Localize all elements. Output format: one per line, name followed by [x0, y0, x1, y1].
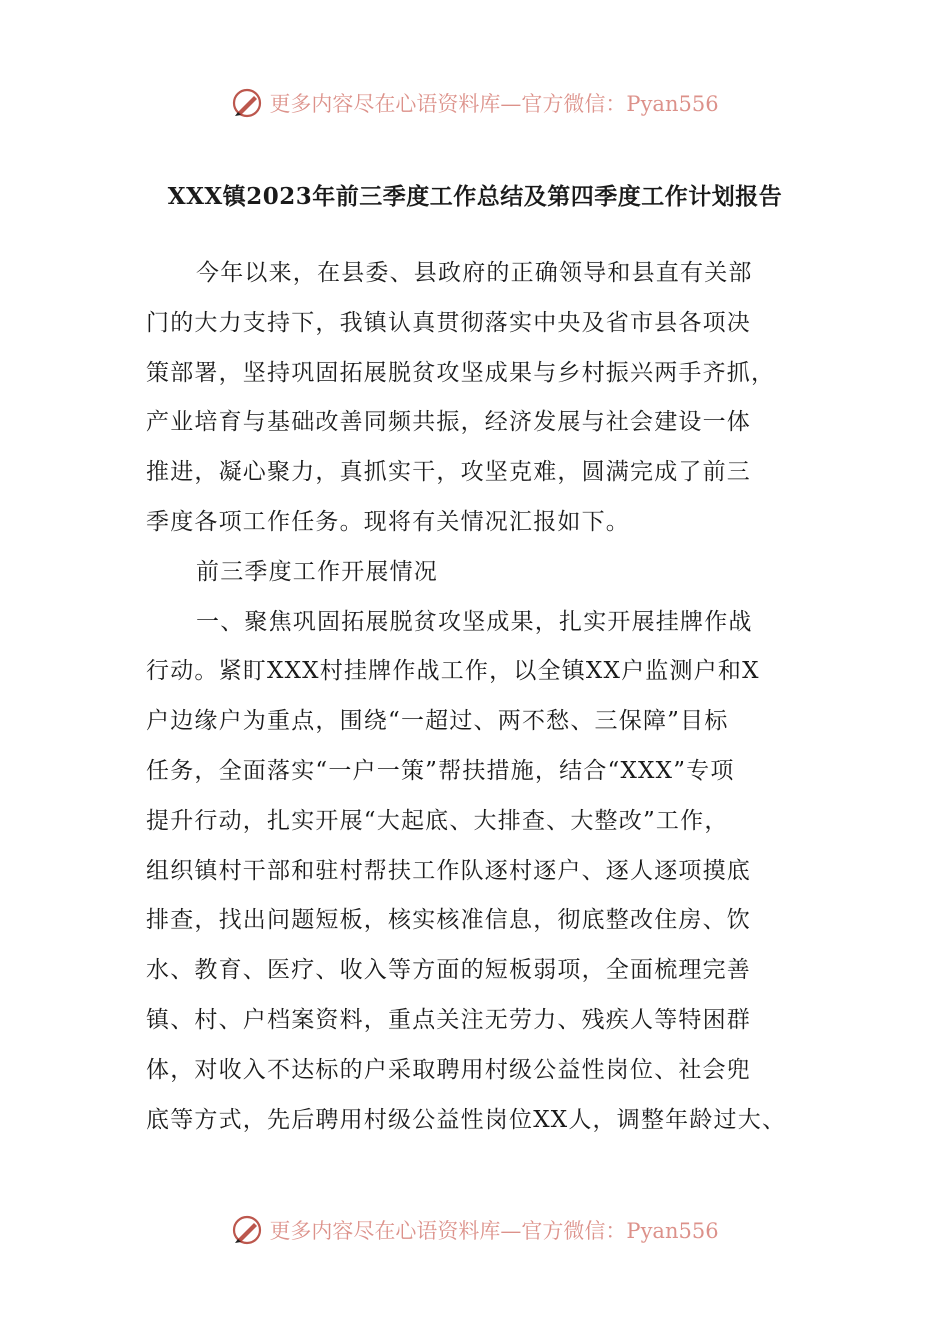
text-line: 策部署，坚持巩固拓展脱贫攻坚成果与乡村振兴两手齐抓， — [146, 359, 776, 386]
text-line: 季度各项工作任务。现将有关情况汇报如下。 — [146, 508, 630, 535]
text-line: 排查，找出问题短板，核实核准信息，彻底整改住房、饮 — [146, 907, 751, 934]
text-line: 镇、村、户档案资料，重点关注无劳力、残疾人等特困群 — [146, 1006, 751, 1033]
text-line: 户边缘户为重点，围绕“一超过、两不愁、三保障”目标 — [146, 708, 729, 735]
text-line: 提升行动，扎实开展“大起底、大排查、大整改”工作， — [146, 807, 729, 834]
pen-logo-icon — [231, 1214, 263, 1246]
document-title: XXX镇2023年前三季度工作总结及第四季度工作计划报告 — [167, 183, 783, 210]
text-line: 任务，全面落实“一户一策”帮扶措施，结合“XXX”专项 — [146, 757, 735, 784]
pen-logo-icon — [231, 87, 263, 119]
document-body — [146, 249, 826, 1145]
watermark-text: 更多内容尽在心语资料库—官方微信：Pyan556 — [269, 1219, 719, 1243]
text-line: 门的大力支持下，我镇认真贯彻落实中央及省市县各项决 — [146, 309, 751, 336]
section-heading: 前三季度工作开展情况 — [196, 558, 438, 585]
text-line: 行动。紧盯XXX村挂牌作战工作，以全镇XX户监测户和X — [146, 658, 760, 685]
text-line: 今年以来，在县委、县政府的正确领导和县直有关部 — [196, 260, 753, 286]
watermark-text: 更多内容尽在心语资料库—官方微信：Pyan556 — [269, 92, 719, 116]
text-line: 水、教育、医疗、收入等方面的短板弱项，全面梳理完善 — [146, 957, 751, 984]
text-line: 推进，凝心聚力，真抓实干，攻坚克难，圆满完成了前三 — [146, 459, 751, 486]
footer-watermark — [0, 1210, 950, 1250]
text-line: 底等方式，先后聘用村级公益性岗位XX人，调整年龄过大、 — [146, 1106, 787, 1133]
header-watermark — [0, 83, 950, 123]
text-line: 一、聚焦巩固拓展脱贫攻坚成果，扎实开展挂牌作战 — [196, 608, 753, 635]
text-line: 产业培育与基础改善同频共振，经济发展与社会建设一体 — [146, 409, 751, 436]
text-line: 组织镇村干部和驻村帮扶工作队逐村逐户、逐人逐项摸底 — [146, 857, 751, 884]
text-line: 体，对收入不达标的户采取聘用村级公益性岗位、社会兜 — [146, 1056, 751, 1083]
